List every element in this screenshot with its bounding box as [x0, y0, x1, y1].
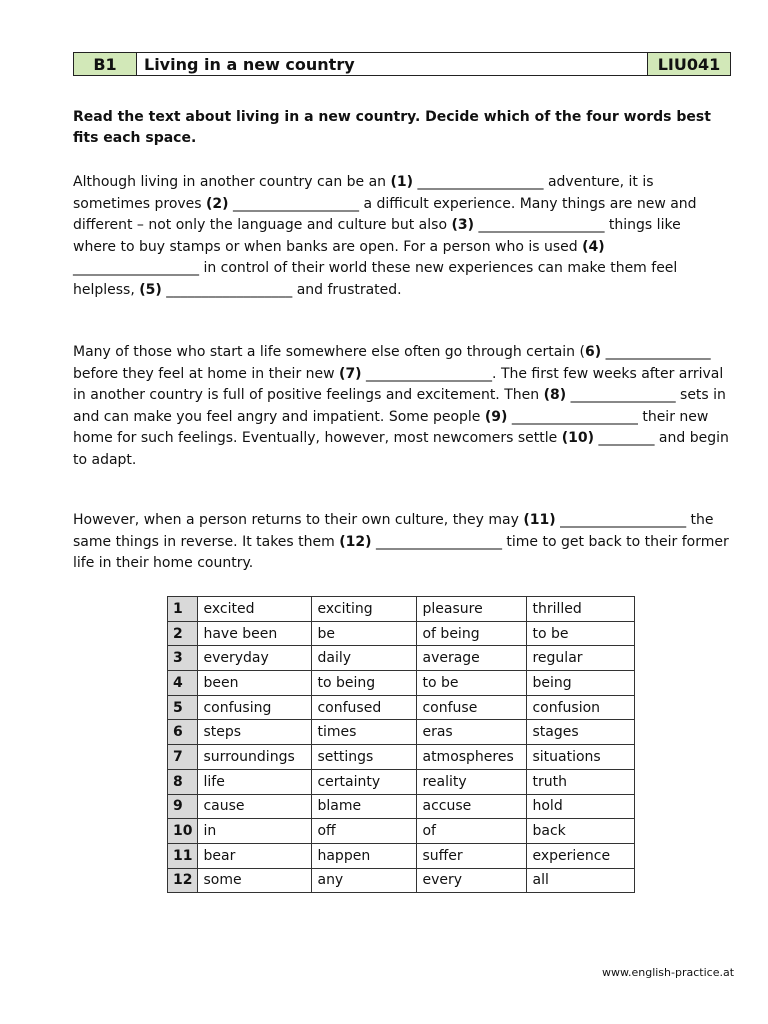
option-cell: bear: [198, 843, 312, 868]
option-cell: experience: [527, 843, 635, 868]
option-cell: blame: [312, 794, 417, 819]
option-cell: confusing: [198, 695, 312, 720]
table-row: [168, 745, 635, 770]
option-cell: suffer: [417, 843, 527, 868]
option-number: 2: [168, 621, 198, 646]
option-cell: confusion: [527, 695, 635, 720]
gap-3-blank: __________________: [478, 217, 605, 233]
option-cell: to be: [527, 621, 635, 646]
option-cell: to being: [312, 671, 417, 696]
option-number: 7: [168, 745, 198, 770]
gap-9-number: (9): [484, 408, 508, 425]
option-cell: stages: [527, 720, 635, 745]
option-number: 8: [168, 769, 198, 794]
option-cell: back: [527, 819, 635, 844]
option-cell: every: [417, 868, 527, 893]
table-row: [168, 769, 635, 794]
level-badge: B1: [74, 53, 137, 75]
worksheet-code: LIU041: [647, 53, 730, 75]
table-row: [168, 597, 635, 622]
gap-11-blank: __________________: [560, 512, 687, 528]
paragraph-1: Although living in another country can be an (1) __________________ adventure, it is sometimes proves (2) __________________ a difficult experience. Many things are new and different – not only the language and culture but also (3) __________________ things like where to buy stamps or when banks are open. For a person who is used (4) __________________ in control of their world these new experiences can make them feel helpless, (5) __________________ and frustrated.: [73, 174, 697, 298]
option-cell: of being: [417, 621, 527, 646]
option-cell: life: [198, 769, 312, 794]
footer-url: www.english-practice.at: [602, 966, 735, 979]
gap-4-number: (4): [582, 238, 605, 255]
page-title: Living in a new country: [144, 54, 355, 74]
option-cell: regular: [527, 646, 635, 671]
option-cell: atmospheres: [417, 745, 527, 770]
option-cell: in: [198, 819, 312, 844]
option-cell: steps: [198, 720, 312, 745]
gap-8-blank: _______________: [570, 387, 676, 403]
option-cell: times: [312, 720, 417, 745]
option-cell: been: [198, 671, 312, 696]
option-cell: cause: [198, 794, 312, 819]
option-cell: some: [198, 868, 312, 893]
gap-7-number: (7): [339, 365, 362, 382]
option-cell: pleasure: [417, 597, 527, 622]
option-cell: surroundings: [198, 745, 312, 770]
worksheet-header: [73, 52, 731, 76]
option-cell: happen: [312, 843, 417, 868]
option-cell: hold: [527, 794, 635, 819]
option-cell: confused: [312, 695, 417, 720]
option-cell: settings: [312, 745, 417, 770]
gap-10-blank: ________: [598, 430, 655, 446]
table-row: [168, 671, 635, 696]
paragraph-3: However, when a person returns to their own culture, they may (11) __________________ the same things in reverse. It takes them (12) __________________ time to get back to their former life in their home country.: [73, 512, 729, 571]
gap-12-number: (12): [339, 533, 372, 550]
option-cell: daily: [312, 646, 417, 671]
table-row: [168, 843, 635, 868]
gap-8-number: (8): [543, 387, 567, 403]
paragraph-2: Many of those who start a life somewhere else often go through certain (6) _______________ before they feel at home in their new (7) __________________. The first few weeks after arrival in another country is full of positive feelings and excitement. Then (8) _______________ sets in and can make you feel angry and impatient. Some people (9) __________________ their new home for such feelings. Eventually, however, most newcomers settle (10) ________ and begin to adapt.: [73, 344, 729, 468]
table-row: [168, 819, 635, 844]
option-cell: to be: [417, 671, 527, 696]
option-cell: confuse: [417, 695, 527, 720]
table-row: [168, 621, 635, 646]
gap-5-blank: __________________: [166, 281, 293, 298]
gap-4-blank: __________________: [73, 260, 199, 276]
option-cell: any: [312, 868, 417, 893]
option-cell: all: [527, 868, 635, 893]
option-cell: everyday: [198, 646, 312, 671]
option-number: 10: [168, 819, 198, 844]
option-number: 1: [168, 597, 198, 622]
option-cell: excited: [198, 597, 312, 622]
option-cell: certainty: [312, 769, 417, 794]
gap-6-number: 6): [584, 344, 602, 360]
option-cell: off: [312, 819, 417, 844]
gap-2-number: (2): [206, 195, 229, 212]
option-cell: of: [417, 819, 527, 844]
option-number: 5: [168, 695, 198, 720]
table-row: [168, 794, 635, 819]
gap-6-blank: _______________: [605, 344, 711, 360]
instructions: Read the text about living in a new country. Decide which of the four words best fits each space.: [73, 109, 711, 146]
option-cell: reality: [417, 769, 527, 794]
option-cell: average: [417, 646, 527, 671]
gap-9-blank: __________________: [511, 408, 638, 425]
table-row: [168, 868, 635, 893]
gap-1-blank: __________________: [417, 174, 544, 190]
option-number: 9: [168, 794, 198, 819]
table-row: [168, 720, 635, 745]
gap-11-number: (11): [523, 512, 556, 528]
option-cell: have been: [198, 621, 312, 646]
option-cell: accuse: [417, 794, 527, 819]
option-number: 6: [168, 720, 198, 745]
option-number: 3: [168, 646, 198, 671]
gap-1-number: (1): [390, 174, 414, 190]
option-number: 4: [168, 671, 198, 696]
option-cell: truth: [527, 769, 635, 794]
option-number: 12: [168, 868, 198, 893]
gap-3-number: (3): [451, 217, 475, 233]
option-cell: situations: [527, 745, 635, 770]
gap-5-number: (5): [139, 281, 162, 298]
options-table: [167, 596, 635, 893]
table-row: [168, 646, 635, 671]
gap-7-blank: __________________: [366, 365, 493, 382]
option-cell: eras: [417, 720, 527, 745]
gap-12-blank: __________________: [375, 533, 502, 550]
option-cell: thrilled: [527, 597, 635, 622]
option-number: 11: [168, 843, 198, 868]
option-cell: being: [527, 671, 635, 696]
gap-10-number: (10): [561, 430, 595, 446]
gap-2-blank: __________________: [233, 195, 360, 212]
option-cell: exciting: [312, 597, 417, 622]
table-row: [168, 695, 635, 720]
option-cell: be: [312, 621, 417, 646]
